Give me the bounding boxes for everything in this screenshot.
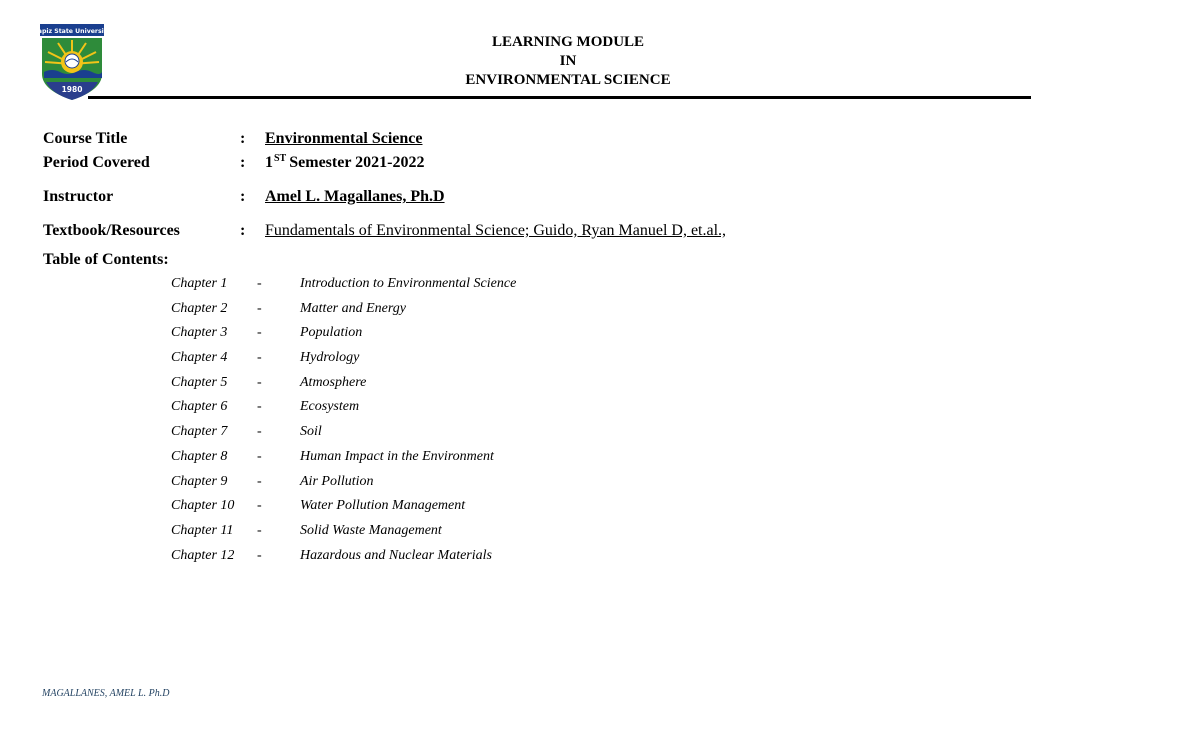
toc-chapter-topic: Human Impact in the Environment [300, 448, 494, 464]
period-covered-value [265, 152, 424, 176]
toc-separator: - [257, 276, 262, 291]
textbook-label: Textbook/Resources [43, 222, 180, 239]
toc-chapter-number: Chapter 5 [171, 374, 228, 390]
toc-separator: - [257, 547, 262, 563]
toc-item [171, 372, 671, 397]
toc-item [171, 421, 671, 446]
colon: : [240, 130, 246, 147]
toc-chapter-number: Chapter 6 [171, 399, 228, 415]
toc-chapter-number: Chapter 7 [171, 424, 228, 440]
toc-separator: - [257, 350, 262, 366]
toc-chapter-number: Chapter 11 [171, 522, 234, 538]
toc-chapter-topic: Solid Waste Management [300, 522, 442, 538]
period-semester: Semester 2021-2022 [289, 154, 425, 171]
toc-list [171, 273, 671, 569]
svg-text:Capiz State University: Capiz State University [33, 28, 111, 35]
toc-separator: - [257, 448, 262, 464]
colon: : [240, 222, 246, 239]
toc-separator: - [257, 300, 262, 316]
colon: : [240, 188, 246, 205]
toc-separator: - [257, 473, 262, 489]
toc-chapter-number: Chapter 10 [171, 498, 235, 514]
university-logo [33, 24, 111, 100]
toc-chapter-topic: Soil [300, 424, 322, 440]
toc-chapter-number: Chapter 8 [171, 448, 228, 464]
toc-chapter-topic: Air Pollution [300, 473, 374, 489]
university-seal-icon [33, 24, 111, 100]
period-covered-row [43, 152, 993, 174]
toc-item [171, 273, 671, 298]
toc-item [171, 396, 671, 421]
toc-item [171, 298, 671, 323]
toc-separator: - [257, 374, 262, 390]
period-covered-label: Period Covered [43, 154, 150, 171]
toc-chapter-number: Chapter 12 [171, 547, 235, 563]
toc-chapter-number: Chapter 3 [171, 325, 228, 341]
toc-chapter-topic: Hydrology [300, 350, 360, 366]
toc-chapter-number: Chapter 2 [171, 300, 228, 316]
toc-item [171, 545, 671, 570]
toc-chapter-topic: Population [300, 325, 363, 341]
instructor-label: Instructor [43, 188, 114, 205]
toc-chapter-topic: Atmosphere [300, 374, 367, 390]
header-divider [88, 96, 1031, 99]
toc-chapter-number: Chapter 4 [171, 350, 228, 366]
module-title [380, 33, 756, 90]
period-ordinal-suffix: ST [274, 153, 287, 164]
course-title-value: Environmental Science [265, 130, 423, 147]
toc-heading: Table of Contents: [43, 251, 169, 268]
toc-item [171, 495, 671, 520]
course-title-row [43, 128, 993, 150]
toc-chapter-number: Chapter 9 [171, 473, 228, 489]
toc-chapter-number: Chapter 1 [171, 276, 228, 291]
module-title-line-1: LEARNING MODULE [491, 34, 645, 50]
toc-chapter-topic: Water Pollution Management [300, 498, 466, 514]
course-title-label: Course Title [43, 130, 128, 147]
toc-item [171, 471, 671, 496]
toc-separator: - [257, 522, 262, 538]
toc-separator: - [257, 424, 262, 440]
textbook-row [43, 220, 993, 242]
toc-chapter-topic: Ecosystem [300, 399, 360, 415]
toc-chapter-topic: Matter and Energy [300, 300, 407, 316]
instructor-value: Amel L. Magallanes, Ph.D [265, 188, 445, 205]
toc-chapter-topic: Hazardous and Nuclear Materials [300, 547, 492, 563]
colon: : [240, 154, 246, 171]
instructor-row [43, 186, 993, 208]
toc-item [171, 322, 671, 347]
toc-item [171, 520, 671, 545]
toc-chapter-topic: Introduction to Environmental Science [300, 276, 517, 291]
toc-item [171, 347, 671, 372]
period-number: 1 [265, 154, 273, 171]
toc-separator: - [257, 325, 262, 341]
toc-separator: - [257, 399, 262, 415]
footer-author: MAGALLANES, AMEL L. Ph.D [42, 688, 170, 699]
toc-item [171, 446, 671, 471]
module-title-line-2: IN [559, 53, 577, 69]
module-title-line-3: ENVIRONMENTAL SCIENCE [465, 72, 671, 88]
svg-text:1980: 1980 [61, 85, 83, 94]
textbook-value: Fundamentals of Environmental Science; Guido, Ryan Manuel D, et.al., [265, 222, 727, 239]
toc-separator: - [257, 498, 262, 514]
